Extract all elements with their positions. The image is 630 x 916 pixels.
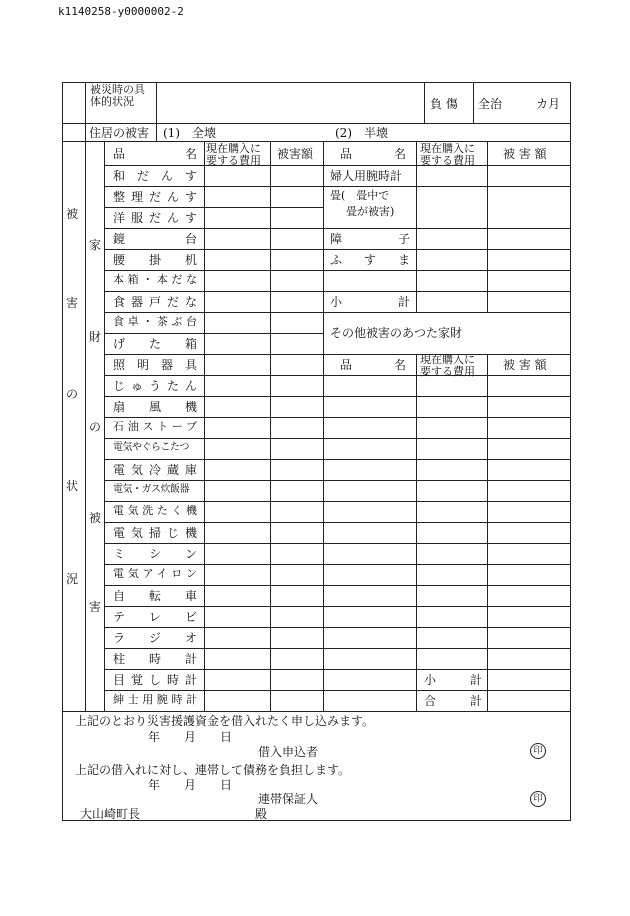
item-label: 電気アイロン xyxy=(113,567,197,580)
rule-line xyxy=(156,82,157,123)
rule-line xyxy=(323,438,570,439)
rule-line xyxy=(323,648,570,649)
side-label: 被 xyxy=(66,207,79,221)
rule-line xyxy=(323,543,570,544)
rule-line xyxy=(416,354,417,711)
side-label: 状 xyxy=(66,479,79,493)
rule-line xyxy=(323,606,570,607)
injury-value: 全治 xyxy=(478,97,503,111)
column-cost: 現在購入に要する費用 xyxy=(420,353,475,378)
rule-line xyxy=(323,522,570,523)
rule-line xyxy=(62,123,570,124)
rule-line xyxy=(104,543,323,544)
item-label: 目覚し時計 xyxy=(113,673,197,687)
rule-line xyxy=(323,564,570,565)
item-label: 電気洗たく機 xyxy=(113,504,197,517)
column-damage: 被 害 額 xyxy=(503,358,547,372)
rule-line xyxy=(323,141,324,711)
side-label: 財 xyxy=(89,330,102,344)
honorific: 殿 xyxy=(255,807,268,821)
item-label: ふ す ま xyxy=(330,253,410,267)
rule-line xyxy=(104,669,323,670)
item-label: 鏡台 xyxy=(113,232,197,246)
item-label: 電気冷蔵庫 xyxy=(113,463,197,477)
rule-line xyxy=(323,249,570,250)
item-label: 紳士用腕時計 xyxy=(113,693,197,706)
rule-line xyxy=(323,480,570,481)
column-item: 品 名 xyxy=(340,147,406,161)
rule-line xyxy=(104,270,323,271)
rule-line xyxy=(104,459,323,460)
rule-line xyxy=(104,627,323,628)
rule-line xyxy=(323,417,570,418)
item-label: 障 子 xyxy=(330,232,410,246)
rule-line xyxy=(487,354,488,711)
rule-line xyxy=(323,501,570,502)
guarantor-label: 連帯保証人 xyxy=(258,792,319,806)
side-label: 害 xyxy=(89,600,102,614)
item-label: げた箱 xyxy=(113,337,197,351)
injury-label: 負 傷 xyxy=(430,97,458,111)
item-label: 石油ストーブ xyxy=(113,420,197,433)
item-label: 電気掃じ機 xyxy=(113,526,197,540)
rule-line xyxy=(104,564,323,565)
item-label: 食器戸だな xyxy=(113,295,197,309)
date-line: 年 月 日 xyxy=(148,778,233,792)
item-label: 婦人用腕時計 xyxy=(330,169,403,183)
item-label: 照明器具 xyxy=(113,358,197,372)
rule-line xyxy=(104,585,323,586)
seal-mark: 印 xyxy=(530,791,546,807)
item-label: テレビ xyxy=(113,610,197,624)
item-label: 和だんす xyxy=(113,169,197,183)
rule-line xyxy=(156,123,157,141)
item-label: 本箱・本だな xyxy=(113,273,197,286)
residence-label: 住居の被害 xyxy=(89,126,150,140)
total-label: 合 計 xyxy=(424,694,482,708)
rule-line xyxy=(323,228,570,229)
rule-line xyxy=(104,606,323,607)
subtotal-label: 小 計 xyxy=(424,673,482,687)
item-label: 電気・ガス炊飯器 xyxy=(113,484,189,495)
date-line: 年 月 日 xyxy=(148,730,233,744)
rule-line xyxy=(424,82,425,123)
side-label: 況 xyxy=(66,572,79,586)
side-label: 家 xyxy=(89,238,102,252)
rule-line xyxy=(104,228,323,229)
column-item: 品 名 xyxy=(340,358,406,372)
document-id: k1140258-y0000002-2 xyxy=(58,5,184,18)
residence-option-2: (2) 半壊 xyxy=(335,126,388,140)
column-damage: 被害額 xyxy=(277,147,314,161)
side-label: 害 xyxy=(66,296,79,310)
item-label: 自転車 xyxy=(113,589,197,603)
item-label: ミシン xyxy=(113,547,197,561)
rule-line xyxy=(104,141,105,711)
rule-line xyxy=(104,249,323,250)
rule-line xyxy=(104,438,323,439)
rule-line xyxy=(104,375,323,376)
side-label: 被 xyxy=(89,511,102,525)
column-item: 品 名 xyxy=(113,147,197,161)
rule-line xyxy=(323,690,570,691)
rule-line xyxy=(62,711,570,712)
rule-line xyxy=(104,186,323,187)
column-cost: 現在購入に要する費用 xyxy=(420,142,475,167)
footer-statement: 上記の借入れに対し、連帯して債務を負担します。 xyxy=(75,763,351,777)
side-label: の xyxy=(66,387,79,401)
item-label: 腰掛机 xyxy=(113,253,197,267)
rule-line xyxy=(85,82,86,711)
rule-line xyxy=(104,648,323,649)
seal-mark: 印 xyxy=(530,743,546,759)
item-label: ラジオ xyxy=(113,631,197,645)
rule-line xyxy=(323,291,570,292)
subtotal-label: 小 計 xyxy=(330,295,410,309)
rule-line xyxy=(104,417,323,418)
item-label: 整理だんす xyxy=(113,190,197,204)
rule-line xyxy=(104,690,323,691)
column-cost: 現在購入に要する費用 xyxy=(206,142,261,167)
item-label: 電気やぐらこたつ xyxy=(113,442,189,453)
item-label: 畳( 畳中で xyxy=(330,189,390,202)
rule-line xyxy=(323,669,570,670)
rule-line xyxy=(104,312,323,313)
rule-line xyxy=(323,396,570,397)
rule-line xyxy=(104,501,323,502)
item-label: 畳が被害) xyxy=(346,205,395,218)
rule-line xyxy=(323,585,570,586)
applicant-label: 借入申込者 xyxy=(258,745,319,759)
footer-statement: 上記のとおり災害援護資金を借入れたく申し込みます。 xyxy=(75,714,375,728)
rule-line xyxy=(104,522,323,523)
rule-line xyxy=(416,141,417,312)
rule-line xyxy=(473,82,474,123)
side-label: の xyxy=(89,420,102,434)
column-damage: 被 害 額 xyxy=(503,147,547,161)
rule-line xyxy=(323,459,570,460)
mayor-label: 大山崎町長 xyxy=(80,807,141,821)
rule-line xyxy=(487,141,488,312)
rule-line xyxy=(104,354,323,355)
rule-line xyxy=(323,270,570,271)
rule-line xyxy=(323,312,570,313)
other-items-label: その他被害のあつた家財 xyxy=(330,326,463,340)
item-label: 柱時計 xyxy=(113,652,197,666)
item-label: 洋服だんす xyxy=(113,211,197,225)
rule-line xyxy=(104,291,323,292)
residence-option-1: (1) 全壊 xyxy=(163,126,216,140)
item-label: 食卓・茶ぶ台 xyxy=(113,315,197,328)
item-label: 扇風機 xyxy=(113,400,197,414)
rule-line xyxy=(323,627,570,628)
rule-line xyxy=(104,207,323,208)
item-label: じゅうたん xyxy=(113,379,197,393)
rule-line xyxy=(104,480,323,481)
injury-unit: カ月 xyxy=(536,97,561,111)
rule-line xyxy=(204,141,205,711)
rule-line xyxy=(323,186,570,187)
rule-line xyxy=(270,141,271,711)
rule-line xyxy=(104,333,323,334)
situation-label: 被災時の具体的状況 xyxy=(90,83,145,108)
rule-line xyxy=(104,396,323,397)
